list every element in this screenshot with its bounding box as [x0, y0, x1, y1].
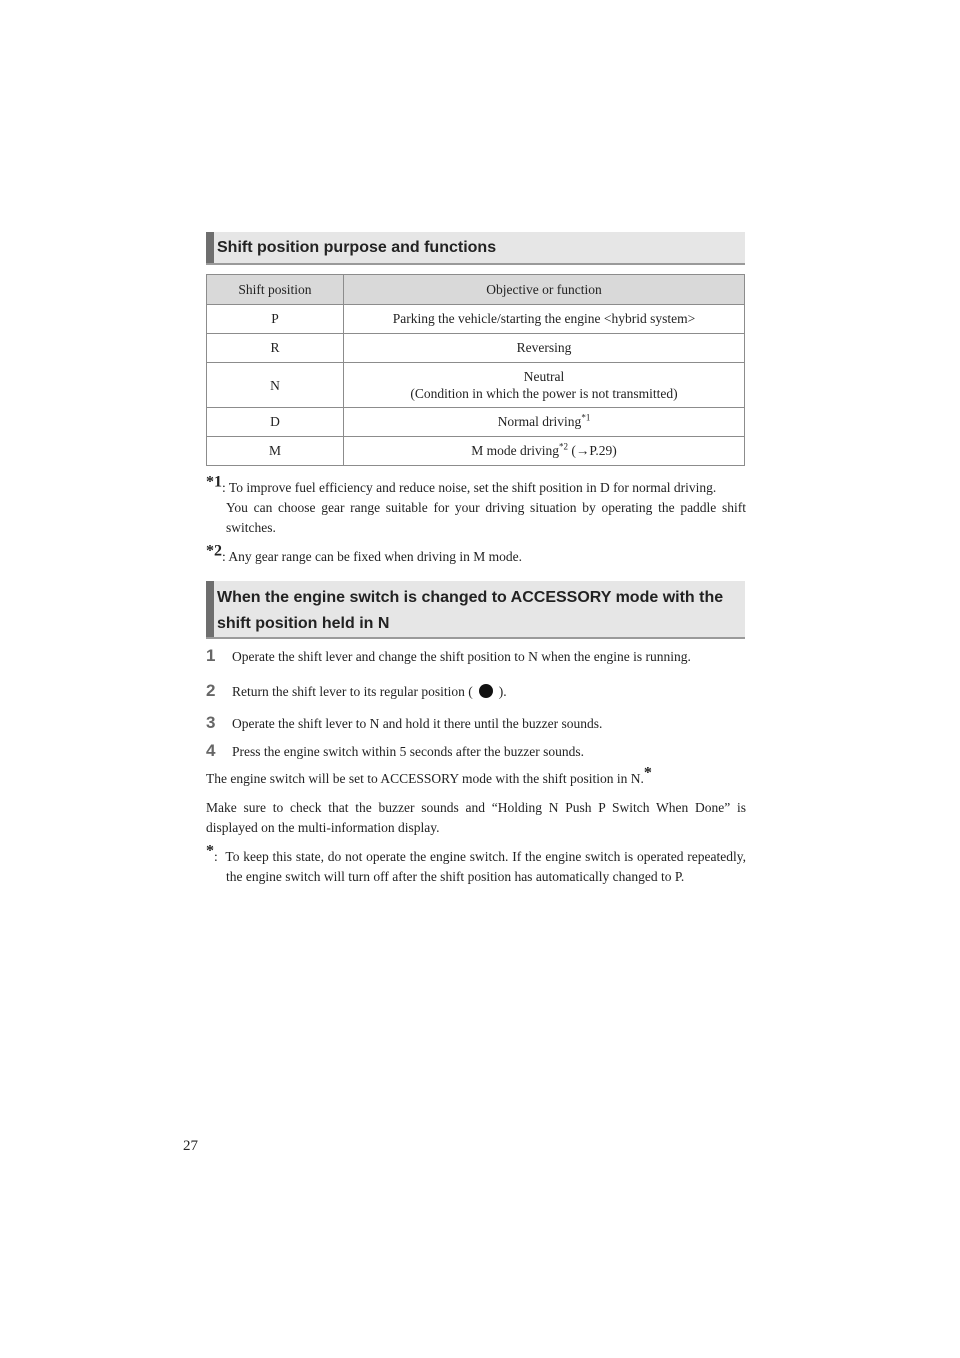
function-text: M mode driving	[471, 443, 559, 458]
page-reference: (→P.29)	[567, 443, 617, 458]
step-text: Return the shift lever to its regular position (	[232, 684, 473, 699]
cell-position: M	[207, 437, 344, 466]
footnote-mark: *	[206, 842, 214, 860]
cell-position: D	[207, 408, 344, 437]
cell-function: Parking the vehicle/starting the engine <hybrid system>	[344, 305, 745, 334]
footnote-ref: *2	[558, 441, 568, 452]
section-title: When the engine switch is changed to ACCESSORY mode with the shift position held in N	[217, 589, 724, 632]
footnote-asterisk: *: To keep this state, do not operate the engine switch. If the engine switch is operated repeatedly, the engine switch will turn off after the shift position has automatically changed to P.	[206, 842, 746, 884]
cell-function	[344, 408, 745, 437]
step-item	[206, 741, 746, 762]
cell-position: N	[207, 363, 344, 408]
function-text: Normal driving	[497, 414, 582, 429]
step-item: 2 Return the shift lever to its regular position ( ).	[206, 681, 507, 700]
step-number: 4	[206, 741, 216, 760]
table-row	[207, 408, 745, 437]
paragraph-check-display: Make sure to check that the buzzer sounds and “Holding N Push P Switch When Done” is displayed on the multi-information display.	[206, 800, 746, 835]
step-number: 1	[206, 646, 216, 665]
cell-position: R	[207, 334, 344, 363]
cell-position: P	[207, 305, 344, 334]
section-header-accessory-mode	[206, 581, 745, 639]
function-line-1: Neutral	[523, 369, 565, 384]
step-text: Operate the shift lever and change the shift position to N when the engine is running.	[232, 649, 691, 664]
table-row	[207, 305, 745, 334]
footnote-text: To keep this state, do not operate the engine switch. If the engine switch is operated repeatedly, the engine switch will turn off after the shift position has automatically changed to P.	[225, 849, 746, 884]
table-row	[207, 363, 745, 408]
footnote-2: $^{*2}$: Any gear range can be fixed when driving in M mode.	[206, 542, 522, 564]
step-number: 3	[206, 713, 216, 732]
footnote-mark: *	[643, 764, 652, 782]
step-number: 2	[206, 681, 216, 700]
footnote-ref: *1	[581, 412, 591, 423]
footnote-mark: *2	[206, 542, 222, 560]
step-text: Press the engine switch within 5 seconds after the buzzer sounds.	[232, 744, 585, 759]
step-text: Operate the shift lever to N and hold it there until the buzzer sounds.	[232, 716, 603, 731]
cell-function	[344, 363, 745, 408]
lever-position-dot-icon	[479, 684, 493, 698]
footnote-1: $^{*1}$: To improve fuel efficiency and reduce noise, set the shift position in D for normal driving. You can choose gear range suitable for your driving situation by operating the paddle shift switches.	[206, 478, 746, 538]
header-accent-bar	[206, 581, 214, 637]
table-row	[207, 334, 745, 363]
step-item	[206, 646, 746, 667]
footnote-continuation: You can choose gear range suitable for your driving situation by operating the paddle shift switches.	[226, 500, 746, 535]
footnote-mark: *1	[206, 473, 222, 491]
table-row	[207, 437, 745, 466]
cell-function: Reversing	[344, 334, 745, 363]
footnote-text: Any gear range can be fixed when driving in M mode.	[228, 549, 522, 564]
column-header-objective: Objective or function	[344, 275, 745, 305]
column-header-shift-position: Shift position	[207, 275, 344, 305]
cell-function	[344, 437, 745, 466]
page-number: 27	[183, 1138, 198, 1154]
table-header-row	[207, 275, 745, 305]
section-title: Shift position purpose and functions	[217, 239, 497, 256]
function-line-2: (Condition in which the power is not transmitted)	[410, 386, 678, 401]
step-item	[206, 713, 746, 734]
header-accent-bar	[206, 232, 214, 263]
section-header-shift-position	[206, 232, 745, 265]
shift-position-table	[206, 274, 745, 466]
paragraph-accessory-mode: The engine switch will be set to ACCESSORY mode with the shift position in N.*	[206, 764, 652, 786]
footnote-text: To improve fuel efficiency and reduce noise, set the shift position in D for normal driving.	[228, 480, 717, 495]
